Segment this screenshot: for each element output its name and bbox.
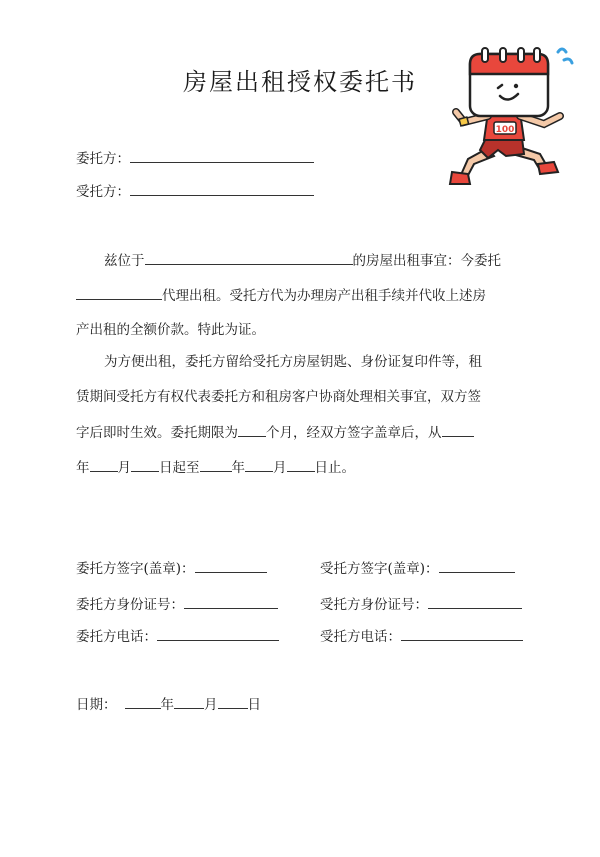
para2-line3 [76,422,474,443]
agent-label: 受托方： [76,184,130,200]
agent-id-row [320,594,522,615]
date-month-label: 月 [204,697,218,713]
start-month-blank[interactable] [90,457,118,472]
agent-row [76,181,314,202]
start-month-label: 月 [117,460,131,476]
principal-phone-row [76,626,279,647]
svg-text:100: 100 [495,125,515,135]
agent-name-blank[interactable] [76,285,162,300]
end-year-blank[interactable] [200,457,232,472]
agent-blank[interactable] [130,181,314,196]
date-label: 日期： [76,697,117,713]
para1-line1 [104,250,501,271]
agent-phone-blank[interactable] [401,626,523,641]
date-row [76,694,261,715]
para2-line1-text: 为方便出租，委托方留给受托方房屋钥匙、身份证复印件等，租 [104,354,482,370]
date-year-label: 年 [160,697,174,713]
agent-id-blank[interactable] [428,594,522,609]
principal-id-blank[interactable] [184,594,278,609]
start-year-label: 年 [76,460,90,476]
start-year-blank[interactable] [442,422,474,437]
para1-line2-text: 代理出租。受托方代为办理房产出租手续并代收上述房 [162,288,486,304]
para1-line2 [76,285,486,306]
principal-id-label: 委托方身份证号： [76,597,184,613]
agent-id-label: 受托方身份证号： [320,597,428,613]
date-year-blank[interactable] [125,694,161,709]
para2-line1 [104,352,482,372]
start-day-label: 日起至 [159,460,200,476]
principal-phone-blank[interactable] [157,626,279,641]
para1-line3 [76,320,265,340]
principal-sign-blank[interactable] [195,558,267,573]
para1-line3-text: 产出租的全额价款。特此为证。 [76,322,265,338]
agent-phone-row [320,626,523,647]
start-day-blank[interactable] [131,457,159,472]
agent-sign-row [320,558,515,579]
principal-label: 委托方： [76,151,130,167]
principal-sign-label: 委托方签字(盖章)： [76,561,195,577]
document-title: 房屋出租授权委托书 [183,68,417,96]
para1-mid: 的房屋出租事宜：今委托 [352,253,501,269]
end-day-blank[interactable] [287,457,315,472]
term-months-blank[interactable] [238,422,266,437]
principal-blank[interactable] [130,148,314,163]
para2-line4 [76,457,355,478]
principal-phone-label: 委托方电话： [76,629,157,645]
agent-phone-label: 受托方电话： [320,629,401,645]
running-calendar-mascot-icon [440,42,580,192]
date-month-blank[interactable] [174,694,204,709]
date-day-label: 日 [247,697,261,713]
end-month-label: 月 [273,460,287,476]
para2-line2 [76,387,481,407]
para1-prefix: 兹位于 [104,253,145,269]
principal-sign-row [76,558,267,579]
agent-sign-label: 受托方签字(盖章)： [320,561,439,577]
para2-line2-text: 赁期间受托方有权代表委托方和租房客户协商处理相关事宜，双方签 [76,389,481,405]
agent-sign-blank[interactable] [439,558,515,573]
principal-row [76,148,314,169]
property-address-blank[interactable] [145,250,353,265]
end-day-label: 日止。 [314,460,355,476]
para2-line3b: 个月，经双方签字盖章后，从 [266,425,442,441]
principal-id-row [76,594,278,615]
end-month-blank[interactable] [245,457,273,472]
para2-line3a: 字后即时生效。委托期限为 [76,425,238,441]
date-day-blank[interactable] [218,694,248,709]
end-year-label: 年 [231,460,245,476]
